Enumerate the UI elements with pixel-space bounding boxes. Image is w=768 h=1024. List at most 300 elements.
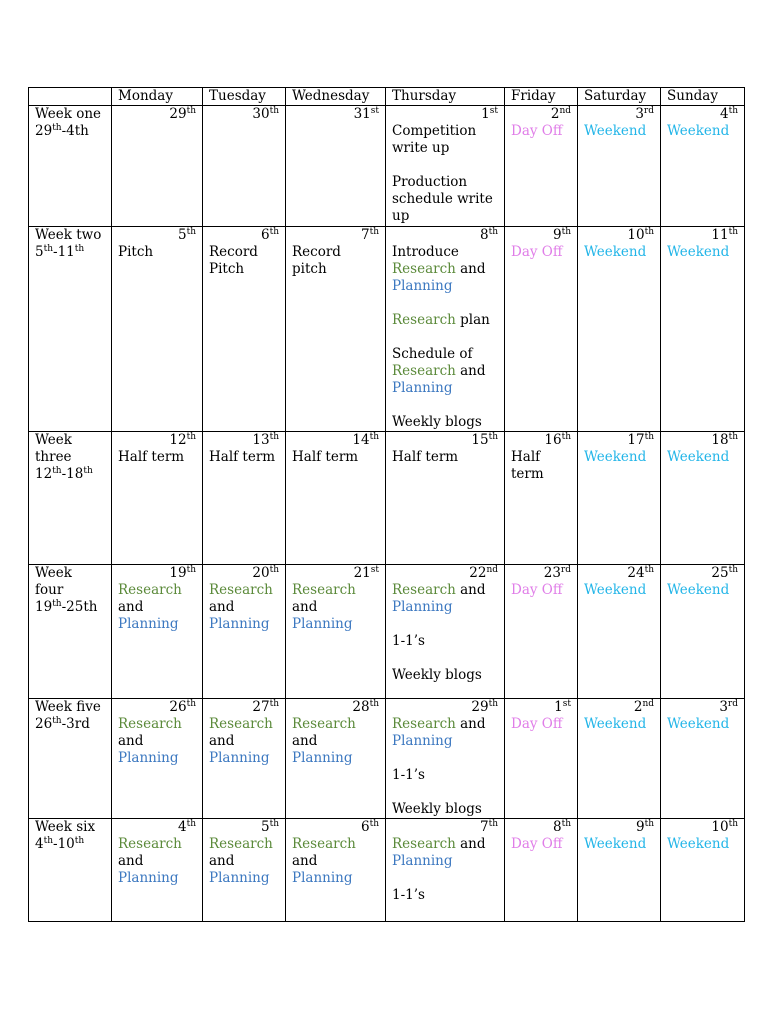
entry-text: 1-1’s [392, 887, 425, 903]
week-label-suffix: th [74, 244, 85, 254]
date-suffix: th [269, 699, 279, 709]
day-cell [203, 819, 286, 922]
day-cell [661, 565, 745, 699]
date-day: 4 [719, 106, 729, 122]
date-suffix: th [186, 432, 196, 442]
header-row [29, 88, 745, 106]
date-day: 11 [711, 227, 729, 243]
entry-text: and [118, 599, 144, 615]
date-number [392, 106, 498, 123]
entry-line [511, 582, 571, 599]
entry-line [209, 733, 279, 750]
date-suffix: th [488, 819, 498, 829]
week-label-text: 26 [35, 716, 53, 732]
entry-line [209, 449, 279, 466]
date-suffix: nd [559, 106, 571, 116]
week-label-text: Week [35, 565, 72, 581]
date-number [511, 227, 571, 244]
weekend-text: Weekend [667, 716, 730, 732]
day-cell [386, 227, 505, 432]
day-header: Monday [112, 88, 203, 106]
date-suffix: th [644, 432, 654, 442]
day-cell [386, 699, 505, 819]
date-number [392, 699, 498, 716]
week-label [29, 565, 112, 699]
date-suffix: th [728, 227, 738, 237]
research-text: Research [392, 261, 456, 277]
week-row [29, 699, 745, 819]
entry-line [511, 123, 571, 140]
entry-line [392, 667, 498, 684]
weekend-text: Weekend [667, 582, 730, 598]
entry-text: plan [455, 312, 490, 328]
day-cell [286, 106, 386, 227]
entry-line [292, 733, 379, 767]
entry-line [392, 191, 498, 208]
week-label-text: 5 [35, 244, 44, 260]
day-header: Wednesday [286, 88, 386, 106]
date-number [118, 565, 196, 582]
entry-line [118, 616, 196, 633]
week-label-text: three [35, 449, 72, 465]
entry-text: Schedule of [392, 346, 473, 362]
line-gap [392, 870, 498, 887]
entry-text: and [292, 733, 318, 749]
weekend-text: Weekend [667, 123, 730, 139]
entry-line [584, 716, 654, 733]
entry-line [667, 449, 738, 466]
date-number [292, 819, 379, 836]
date-day: 28 [352, 699, 370, 715]
date-suffix: nd [642, 699, 654, 709]
day-cell [203, 106, 286, 227]
day-cell [386, 432, 505, 565]
date-number [118, 699, 196, 716]
entry-line [292, 244, 379, 278]
entry-line [209, 853, 279, 870]
entry-line [292, 449, 379, 466]
date-suffix: th [186, 699, 196, 709]
date-suffix: th [369, 819, 379, 829]
date-suffix: th [269, 227, 279, 237]
date-suffix: th [269, 565, 279, 575]
entry-line [118, 244, 196, 261]
date-suffix: th [186, 819, 196, 829]
entry-text: and [455, 363, 486, 379]
entry-line [118, 449, 196, 466]
entry-text: Production [392, 174, 468, 190]
date-day: 14 [352, 432, 370, 448]
week-label-text: 12 [35, 466, 53, 482]
date-number [511, 106, 571, 123]
date-day: 22 [469, 565, 487, 581]
week-label-text: Week six [35, 819, 96, 835]
week-label-text: -10 [53, 836, 75, 852]
day-cell [203, 432, 286, 565]
day-cell [578, 565, 661, 699]
week-label [29, 227, 112, 432]
date-suffix: st [489, 106, 498, 116]
date-suffix: th [644, 227, 654, 237]
research-text: Research [209, 582, 273, 598]
date-number [292, 565, 379, 582]
research-text: Research [392, 716, 456, 732]
day-cell [112, 565, 203, 699]
entry-text: Competition [392, 123, 477, 139]
entry-line [209, 870, 279, 887]
day-header: Friday [505, 88, 578, 106]
day-cell [578, 699, 661, 819]
weekend-text: Weekend [584, 582, 647, 598]
date-day: 7 [479, 819, 489, 835]
entry-line [209, 616, 279, 633]
planning-text: Planning [292, 870, 353, 886]
entry-line [392, 599, 498, 616]
line-gap [392, 750, 498, 767]
date-number [584, 699, 654, 716]
entry-line [392, 312, 498, 329]
planning-text: Planning [292, 750, 353, 766]
research-text: Research [392, 582, 456, 598]
entry-text: schedule write [392, 191, 493, 207]
day-header: Saturday [578, 88, 661, 106]
planning-text: Planning [392, 599, 453, 615]
entry-line [584, 836, 654, 853]
week-label [29, 699, 112, 819]
week-label-suffix: th [43, 244, 54, 254]
entry-line [392, 716, 498, 733]
research-text: Research [118, 716, 182, 732]
weeks-body [29, 106, 745, 922]
date-suffix: th [369, 227, 379, 237]
day-cell [203, 565, 286, 699]
day-cell [112, 432, 203, 565]
date-day: 13 [252, 432, 270, 448]
week-label-text: 19 [35, 599, 53, 615]
research-text: Research [392, 836, 456, 852]
date-suffix: th [269, 106, 279, 116]
weekend-text: Weekend [584, 449, 647, 465]
date-number [118, 227, 196, 244]
entry-line [667, 244, 738, 261]
day-cell [505, 819, 578, 922]
date-suffix: th [644, 819, 654, 829]
line-gap [392, 397, 498, 414]
date-day: 3 [635, 106, 644, 122]
date-suffix: th [186, 106, 196, 116]
planning-text: Planning [392, 380, 453, 396]
line-gap [392, 329, 498, 346]
week-label [29, 432, 112, 565]
entry-text: Half term [392, 449, 459, 465]
week-label-text: Week one [35, 106, 102, 122]
entry-line [511, 449, 571, 466]
entry-line [209, 836, 279, 853]
entry-line [392, 174, 498, 191]
day-cell [505, 432, 578, 565]
planning-text: Planning [392, 733, 453, 749]
entry-text: and [455, 582, 486, 598]
entry-line [118, 582, 196, 599]
week-label-text: -3rd [61, 716, 90, 732]
date-suffix: st [370, 106, 379, 116]
entry-text: Weekly blogs [392, 667, 482, 683]
date-number [392, 565, 498, 582]
date-suffix: st [562, 699, 571, 709]
entry-text: Introduce [392, 244, 459, 260]
date-number [511, 565, 571, 582]
day-off-text: Day Off [511, 836, 563, 852]
entry-line [392, 363, 498, 380]
planning-text: Planning [292, 616, 353, 632]
date-day: 17 [627, 432, 645, 448]
day-off-text: Day Off [511, 716, 563, 732]
planning-text: Planning [392, 278, 453, 294]
entry-line [392, 414, 498, 431]
weekend-text: Weekend [584, 836, 647, 852]
day-off-text: Day Off [511, 244, 563, 260]
day-cell [661, 819, 745, 922]
date-day: 5 [260, 819, 270, 835]
entry-line [511, 244, 571, 261]
entry-line [392, 346, 498, 363]
day-off-text: Day Off [511, 123, 563, 139]
date-suffix: th [728, 819, 738, 829]
entry-text: 1-1’s [392, 767, 425, 783]
date-number [209, 565, 279, 582]
weekend-text: Weekend [584, 244, 647, 260]
entry-text: and [455, 716, 486, 732]
entry-line [118, 750, 196, 767]
entry-line [292, 853, 379, 887]
date-number [511, 819, 571, 836]
date-number [209, 432, 279, 449]
entry-line [392, 123, 498, 140]
week-label-text: -4th [61, 123, 89, 139]
date-day: 10 [627, 227, 645, 243]
date-number [584, 819, 654, 836]
entry-line [209, 244, 279, 261]
research-text: Research [118, 582, 182, 598]
date-day: 18 [711, 432, 729, 448]
date-suffix: th [728, 432, 738, 442]
date-number [209, 699, 279, 716]
date-day: 2 [550, 106, 560, 122]
date-number [118, 432, 196, 449]
week-row [29, 106, 745, 227]
week-label [29, 106, 112, 227]
entry-line [292, 716, 379, 733]
week-label-text: 4 [35, 836, 44, 852]
date-number [511, 699, 571, 716]
date-number [392, 227, 498, 244]
planning-text: Planning [209, 750, 270, 766]
planning-text: Planning [118, 616, 179, 632]
week-label-text: 29 [35, 123, 53, 139]
week-label-suffix: th [74, 836, 85, 846]
entry-text: and [292, 599, 318, 615]
line-gap [392, 650, 498, 667]
date-day: 7 [360, 227, 370, 243]
date-day: 5 [177, 227, 187, 243]
planning-text: Planning [209, 870, 270, 886]
date-day: 1 [554, 699, 563, 715]
entry-line [392, 633, 498, 650]
entry-text: and [209, 853, 235, 869]
date-day: 21 [353, 565, 371, 581]
weekend-text: Weekend [667, 836, 730, 852]
entry-line [667, 582, 738, 599]
entry-line [392, 208, 498, 225]
entry-line [392, 244, 498, 261]
entry-text: write up [392, 140, 450, 156]
week-row [29, 432, 745, 565]
schedule-table [28, 87, 745, 922]
date-day: 25 [711, 565, 729, 581]
date-suffix: th [488, 699, 498, 709]
research-text: Research [392, 363, 456, 379]
weekend-text: Weekend [584, 123, 647, 139]
line-gap [392, 295, 498, 312]
weekend-text: Weekend [584, 716, 647, 732]
research-text: Research [292, 836, 356, 852]
date-suffix: rd [643, 106, 654, 116]
entry-line [118, 870, 196, 887]
week-label-text: Week [35, 432, 72, 448]
entry-line [511, 466, 571, 483]
week-label-text: -25th [61, 599, 98, 615]
date-day: 1 [481, 106, 490, 122]
date-day: 8 [552, 819, 562, 835]
entry-line [209, 716, 279, 733]
date-day: 24 [627, 565, 645, 581]
entry-text: Half term [118, 449, 185, 465]
entry-text: Half [511, 449, 541, 465]
date-day: 4 [177, 819, 187, 835]
entry-line [392, 887, 498, 904]
date-suffix: th [269, 432, 279, 442]
entry-text: and [118, 853, 144, 869]
week-row [29, 565, 745, 699]
week-label-text: -11 [53, 244, 75, 260]
entry-text: and [209, 599, 235, 615]
date-day: 3 [719, 699, 728, 715]
line-gap [392, 616, 498, 633]
date-number [209, 227, 279, 244]
planning-text: Planning [392, 853, 453, 869]
entry-line [209, 582, 279, 599]
entry-line [392, 140, 498, 157]
entry-line [292, 836, 379, 853]
date-day: 12 [169, 432, 187, 448]
entry-line [667, 716, 738, 733]
entry-text: and [292, 853, 318, 869]
entry-line [392, 449, 498, 466]
day-cell [578, 106, 661, 227]
date-number [392, 819, 498, 836]
planning-text: Planning [118, 750, 179, 766]
week-row [29, 227, 745, 432]
date-day: 29 [169, 106, 187, 122]
entry-line [209, 599, 279, 616]
entry-line [292, 599, 379, 633]
date-number [118, 819, 196, 836]
date-number [292, 699, 379, 716]
day-cell [286, 565, 386, 699]
week-label-suffix: th [83, 466, 93, 476]
day-cell [112, 227, 203, 432]
date-number [584, 432, 654, 449]
entry-line [392, 380, 498, 397]
date-day: 27 [252, 699, 270, 715]
day-cell [112, 106, 203, 227]
entry-line [118, 716, 196, 733]
date-number [292, 227, 379, 244]
date-suffix: rd [560, 565, 571, 575]
entry-line [118, 853, 196, 870]
week-label-text: Week two [35, 227, 102, 243]
entry-text: term [511, 466, 544, 482]
entry-line [584, 449, 654, 466]
date-suffix: th [561, 819, 571, 829]
day-cell [386, 106, 505, 227]
date-suffix: st [370, 565, 379, 575]
date-suffix: th [369, 699, 379, 709]
entry-line [209, 261, 279, 278]
entry-text: Half term [209, 449, 276, 465]
entry-line [118, 836, 196, 853]
entry-line [118, 599, 196, 616]
entry-line [511, 836, 571, 853]
research-text: Research [292, 716, 356, 732]
research-text: Research [392, 312, 456, 328]
date-number [511, 432, 571, 449]
date-suffix: th [488, 227, 498, 237]
entry-line [392, 853, 498, 870]
entry-text: 1-1’s [392, 633, 425, 649]
corner-cell [29, 88, 112, 106]
day-header: Thursday [386, 88, 505, 106]
date-suffix: th [728, 106, 738, 116]
date-day: 2 [633, 699, 643, 715]
date-number [584, 565, 654, 582]
research-text: Research [292, 582, 356, 598]
entry-text: and [118, 733, 144, 749]
date-number [667, 699, 738, 716]
entry-line [118, 733, 196, 750]
date-day: 29 [471, 699, 489, 715]
day-cell [505, 565, 578, 699]
entry-text: and [209, 733, 235, 749]
entry-line [392, 261, 498, 278]
entry-text: up [392, 208, 410, 224]
entry-text: Record pitch [292, 244, 341, 277]
week-label-text: -18 [61, 466, 84, 482]
entry-line [511, 716, 571, 733]
date-suffix: th [186, 565, 196, 575]
date-suffix: th [561, 432, 571, 442]
entry-text: Pitch [209, 261, 245, 277]
day-cell [578, 819, 661, 922]
date-number [667, 819, 738, 836]
week-label-suffix: th [52, 466, 62, 476]
date-number [584, 227, 654, 244]
week-label-suffix: th [52, 599, 62, 609]
research-text: Research [209, 836, 273, 852]
week-label-text: four [35, 582, 64, 598]
entry-line [209, 750, 279, 767]
entry-line [392, 801, 498, 818]
